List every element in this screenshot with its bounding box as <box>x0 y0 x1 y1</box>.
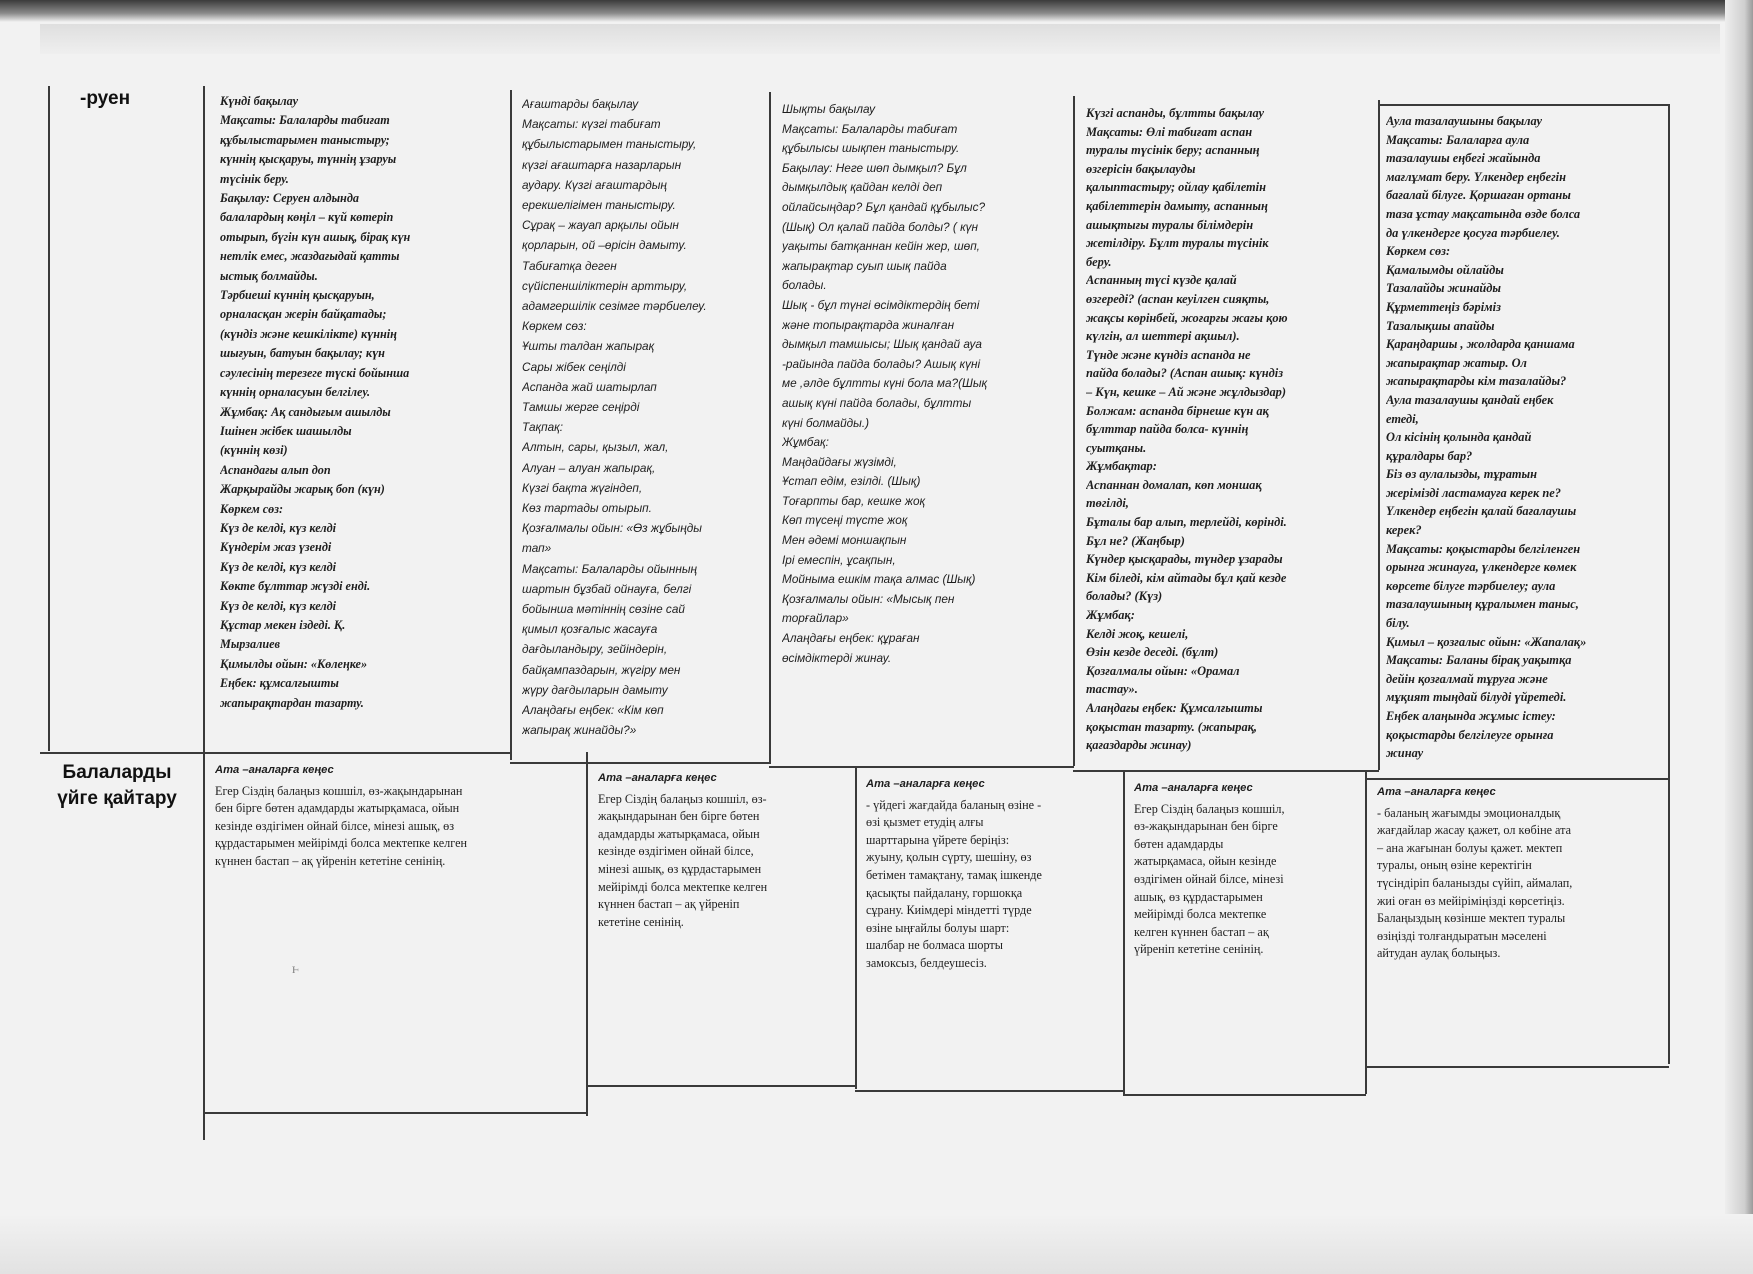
activity-column-3 <box>782 100 1072 766</box>
parents-advice-line: адамдарды жатырқамаса, ойын <box>598 826 760 841</box>
parents-advice-line: бен бірге бөтен адамдарды жатырқамаса, ойын <box>215 801 460 816</box>
activity-line: дейін қозғалмай тұруға және <box>1386 671 1548 686</box>
parents-advice-line: мінезі ашық, өз құрдастарымен <box>598 861 762 876</box>
parents-advice-line: жағдайлар жасау қажет, ол көбіне ата <box>1377 823 1572 838</box>
scan-right-shadow <box>1725 0 1753 1274</box>
activity-line: Тоғарпты бар, кешке жоқ <box>782 493 926 508</box>
activity-line: Аула тазалаушыны бақылау <box>1386 114 1543 128</box>
parents-advice-heading: Ата –аналарға кеңес <box>1377 786 1496 798</box>
activity-line: таза ұстау мақсатында өзде болса <box>1386 206 1581 221</box>
activity-line: тазалаушы еңбегі жайында <box>1386 151 1541 166</box>
parents-advice-line: жуыну, қолын сүрту, шешіну, өз <box>866 850 1032 865</box>
activity-column-5 <box>1386 112 1666 778</box>
activity-line: дағдыландыру, зейіндерін, <box>522 642 668 657</box>
activity-line: керек? <box>1386 523 1422 538</box>
grid-line <box>1378 104 1668 106</box>
activity-line: күзгі ағаштарға назарларын <box>522 157 682 172</box>
activity-line: Өзін кезде деседі. (бұлт) <box>1086 645 1219 660</box>
activity-line: ашықтығы туралы білімдерін <box>1086 217 1254 232</box>
activity-line: нетлік емес, жаздағыдай қатты <box>220 249 400 264</box>
activity-line: сүйіспеншіліктерін арттыру, <box>522 278 688 293</box>
activity-line: қабілеттерін дамыту, аспанның <box>1086 198 1268 213</box>
grid-line <box>40 752 510 754</box>
activity-line: шығуын, батуын бақылау; күн <box>220 346 385 361</box>
activity-line: тазалаушының құралымен таныс, <box>1386 597 1579 612</box>
activity-line: Ірі емеспін, ұсақпын, <box>782 552 896 567</box>
activity-line: Көкте бұлттар жүзді енді. <box>220 579 371 594</box>
parents-advice-heading: Ата –аналарға кеңес <box>598 772 717 784</box>
activity-line: тастау». <box>1086 682 1138 697</box>
parents-advice-3 <box>866 776 1121 1086</box>
activity-line: ме ,әлде бұлтты күні бола ма?(Шық <box>782 376 988 391</box>
activity-line: торғайлар» <box>782 611 849 626</box>
parents-advice-line: мейірімді болса мектепке келген <box>598 879 768 894</box>
activity-line: Мақсаты: Өлі табиғат аспан <box>1086 124 1253 139</box>
parents-advice-line: Егер Сіздің балаңыз кошшіл, <box>1134 801 1285 816</box>
activity-line: және топырақтарда жиналған <box>782 317 955 332</box>
activity-line: Маңдайдағы жүзімді, <box>782 454 897 469</box>
activity-line: Қимыл – қозғалыс ойын: «Жапалақ» <box>1386 634 1587 649</box>
row-label-activity: -руен <box>80 88 131 109</box>
activity-line: болады? (Күз) <box>1086 589 1163 604</box>
parents-advice-line: жақындарынан бен бірге бөтен <box>598 809 760 824</box>
scan-bottom-shade <box>0 1214 1753 1274</box>
activity-line: құбылыстарымен таныстыру; <box>220 132 390 147</box>
parents-advice-line: өзі қызмет етудің алғы <box>866 815 984 830</box>
parents-advice-heading: Ата –аналарға кеңес <box>215 764 334 776</box>
grid-line <box>1073 96 1075 766</box>
activity-line: Жұмбақ: <box>1086 608 1135 623</box>
activity-line: Еңбек: құмсалғышты <box>220 676 339 691</box>
activity-line: күннің қысқаруы, түннің ұзаруы <box>220 152 397 167</box>
activity-line: Алаңдағы еңбек: «Кім көп <box>522 703 664 718</box>
activity-line: адамгершілік сезімге тәрбиелеу. <box>522 299 707 314</box>
parents-advice-line: жатырқамаса, ойын кезінде <box>1134 854 1277 869</box>
activity-line: Тазалайды жинайды <box>1386 281 1502 296</box>
activity-line: Мақсаты: Балаларға аула <box>1386 132 1530 147</box>
activity-line: Жұмбақ: Ақ сандығым ашылды <box>220 404 391 419</box>
activity-line: өзгереді? (аспан кеуілген сияқты, <box>1086 291 1270 306</box>
activity-line: жетілдіру. Бұлт туралы түсінік <box>1086 236 1269 251</box>
parents-advice-line: шалбар не болмаса шорты <box>866 938 1003 953</box>
parents-advice-line: өз-жақындарынан бен бірге <box>1134 819 1278 834</box>
parents-advice-line: ашық, өз құрдастарымен <box>1134 889 1263 904</box>
parents-advice-line: - үйдегі жағдайда баланың өзіне - <box>866 797 1042 812</box>
activity-line: орналасқан жерін байқатады; <box>220 307 387 322</box>
row-label-parents-line2: үйге қайтару <box>57 788 177 809</box>
activity-line: Құстар мекен іздеді. Қ. <box>220 617 346 632</box>
row-label-parents-line1: Балаларды <box>62 762 172 783</box>
parents-advice-line: Егер Сіздің балаңыз кошшіл, өз-жақындарынан <box>215 783 463 798</box>
activity-line: Мақсаты: Балаларды табиғат <box>782 121 958 136</box>
activity-line: Көз тартады отырып. <box>522 501 652 516</box>
activity-line: жүру дағдыларын дамыту <box>522 682 668 697</box>
grid-line <box>1668 104 1670 1064</box>
parents-advice-line: түсіндіріп баланызды сүйіп, аймалап, <box>1377 875 1573 890</box>
activity-line: Үлкендер еңбегін қалай бағалаушы <box>1386 504 1577 519</box>
activity-line: Күзгі бақта жүгіндеп, <box>522 480 643 495</box>
activity-line: Жұмбақ: <box>782 435 829 450</box>
grid-line <box>510 90 512 760</box>
activity-line: ыстық болмайды. <box>220 268 318 283</box>
parents-advice-line: жиі оған өз мейіріміңізді көрсетіңіз. <box>1377 893 1565 908</box>
activity-line: Күндер қысқарады, түндер ұзарады <box>1086 552 1283 567</box>
activity-line: жерімізді ластамауға керек пе? <box>1386 485 1561 500</box>
grid-line <box>1123 1094 1366 1096</box>
activity-line: Алаңдағы еңбек: құраған <box>782 631 920 646</box>
activity-line: Көркем сөз: <box>220 501 284 516</box>
activity-line: бұлттар пайда болса- күннің <box>1086 422 1249 437</box>
activity-line: бойынша мәтіннің сөзіне сай <box>522 602 685 617</box>
parents-advice-line: кезінде өздігімен ойнай білсе, мінезі ашық, өз <box>215 818 455 833</box>
activity-line: Аспаннан домалап, көп моншақ <box>1086 477 1262 492</box>
parents-advice-line: құрдастарымен мейірімді болса мектепке келген <box>215 836 468 851</box>
activity-line: (Шық) Ол қалай пайда болды? ( күн <box>782 219 979 234</box>
activity-line: болады. <box>782 278 827 293</box>
activity-line: аудару. Күзгі ағаштардың <box>522 177 667 192</box>
parents-advice-line: кезінде өздігімен ойнай білсе, <box>598 844 754 859</box>
activity-line: жапырақтарды кім тазалайды? <box>1386 374 1567 389</box>
activity-line: күні болмайды.) <box>782 415 870 430</box>
activity-line: Көп түсеңі түсте жоқ <box>782 513 908 528</box>
activity-line: өзгерісін бақылауды <box>1086 161 1196 176</box>
activity-line: Тәрбиеші күннің қысқаруын, <box>220 288 375 303</box>
activity-line: Күз де келді, күз келді <box>220 598 337 613</box>
activity-line: Қимылды ойын: «Көлеңке» <box>220 656 368 671</box>
activity-line: Аспанда жай шатырлап <box>522 379 657 394</box>
activity-line: Көркем сөз: <box>1386 244 1451 259</box>
row-label-parents <box>52 760 182 812</box>
activity-line: Қамалымды ойлайды <box>1386 262 1504 277</box>
parents-advice-5 <box>1377 784 1665 1064</box>
activity-line: Келді жоқ, кешелі, <box>1086 626 1189 641</box>
activity-line: Жұмбақтар: <box>1086 459 1157 474</box>
parents-advice-line: айтудан аулақ болыңыз. <box>1377 946 1501 961</box>
parents-advice-line: өздігімен ойнай білсе, мінезі <box>1134 871 1284 886</box>
activity-line: жапырақтардан тазарту. <box>220 695 364 710</box>
parents-advice-line: мейірімді болса мектепке <box>1134 907 1267 922</box>
activity-line: – Күн, кешке – Ай және жұлдыздар) <box>1086 384 1286 399</box>
parents-advice-line: шарттарына үйрете беріңіз: <box>866 832 1010 847</box>
parents-advice-line: күннен бастап – ақ үйреніп <box>598 897 740 912</box>
activity-line: көрсете білуге тәрбиелеу; аула <box>1386 578 1556 593</box>
activity-line: Бұл не? (Жаңбыр) <box>1086 533 1185 548</box>
parents-advice-line: өзіңізді толғандыратын мәселені <box>1377 928 1547 943</box>
activity-line: жинау <box>1386 746 1424 761</box>
activity-line: Тазалықшы апайды <box>1386 318 1495 333</box>
activity-line: ойлайсыңдар? Бұл қандай құбылыс? <box>782 199 986 214</box>
activity-line: пайда болады? (Аспан ашық: күндіз <box>1086 366 1284 381</box>
activity-line: балалардың көңіл – күй көтеріп <box>220 210 394 225</box>
grid-line <box>769 92 771 764</box>
scan-top-shadow <box>0 0 1753 22</box>
activity-line: Қараңдаршы , жолдарда қаншама <box>1386 337 1575 352</box>
activity-line: Шық - бұл түнгі өсімдіктердің беті <box>782 297 980 312</box>
activity-line: Мойныма ешкім тақа алмас (Шық) <box>782 572 976 587</box>
activity-line: Ұшты талдан жапырақ <box>522 339 655 354</box>
activity-column-4 <box>1086 104 1376 770</box>
activity-line: Мақсаты: Баланы бірақ уақытқа <box>1386 653 1572 668</box>
activity-line: Ағаштарды бақылау <box>522 97 639 111</box>
parents-advice-line: - баланың жағымды эмоционалдық <box>1377 805 1561 820</box>
activity-line: Бақылау: Серуен алдында <box>220 191 359 206</box>
parents-advice-line: Егер Сіздің балаңыз кошшіл, өз- <box>598 791 767 806</box>
activity-line: жақсы көрінбей, жоғарғы жағы қою <box>1086 310 1288 325</box>
activity-line: Қозғалмалы ойын: «Өз жұбыңды <box>522 521 702 536</box>
activity-column-1 <box>220 92 508 752</box>
parents-advice-1 <box>215 762 583 1102</box>
parents-advice-heading: Ата –аналарға кеңес <box>1134 782 1253 794</box>
activity-line: жапырақтар жатыр. Ол <box>1386 355 1527 370</box>
activity-line: қоқыстарды белгілеуге орынға <box>1386 727 1554 742</box>
parents-advice-line: күннен бастап – ақ үйренін кететіне сенінің. <box>215 853 446 868</box>
activity-line: жапырақ жинайды?» <box>522 723 637 738</box>
activity-line: Болжам: аспанда бірнеше күн ақ <box>1086 403 1269 418</box>
activity-line: дымқыл тамшысы; Шық қандай ауа <box>782 337 982 352</box>
activity-line: қоқыстан тазарту. (жапырақ, <box>1086 719 1258 734</box>
activity-line: Алуан – алуан жапырақ, <box>522 460 656 475</box>
parents-advice-line: – ана жағынан болуы қажет. мектеп <box>1377 840 1563 855</box>
activity-line: Көркем сөз: <box>522 319 587 334</box>
activity-line: күлгін, ал шеттері ақшыл). <box>1086 329 1240 344</box>
activity-line: Мақсаты: Балаларды табиғат <box>220 113 390 128</box>
parents-advice-line: Балаңыздың көзінше мектеп туралы <box>1377 911 1566 926</box>
parents-advice-line: сұрану. Киімдері міндетті түрде <box>866 903 1032 918</box>
activity-line: Күз де келді, күз келді <box>220 520 337 535</box>
activity-line: Күндерім жаз үзенді <box>220 540 332 555</box>
activity-line: отырып, бүгін күн ашық, бірақ күн <box>220 229 411 244</box>
activity-line: қағаздарды жинау) <box>1086 738 1192 753</box>
parents-advice-line: үйреніп кететіне сенінің. <box>1134 942 1264 957</box>
grid-line <box>586 1085 856 1087</box>
activity-line: Сары жібек сеңілді <box>522 359 626 374</box>
activity-line: шартын бұзбай ойнауға, белгі <box>522 581 692 596</box>
activity-line: ерекшелігімен таныстыру. <box>522 198 676 213</box>
activity-line: Сұрақ – жауап арқылы ойын <box>522 218 679 233</box>
activity-line: Алтын, сары, қызыл, жал, <box>522 440 669 455</box>
activity-line: құбылыстарымен таныстыру, <box>522 137 697 152</box>
activity-line: Мақсаты: қоқыстарды белгіленген <box>1386 541 1581 556</box>
activity-line: тап» <box>522 541 552 556</box>
activity-line: Мен әдемі моншақпын <box>782 533 907 548</box>
activity-line: Тамшы жерге сеңірді <box>522 400 640 415</box>
parents-advice-line: бөтен адамдарды <box>1134 836 1224 851</box>
parents-advice-line: бетімен тамақтану, тамақ ішкенде <box>866 867 1042 882</box>
activity-line: -райында пайда болады? Ашық күні <box>782 356 981 371</box>
activity-line: Бұталы бар алып, терлейді, көрінді. <box>1086 515 1287 530</box>
activity-line: құралдары бар? <box>1386 448 1473 463</box>
activity-line: бағалай білуге. Қоршаған ортаны <box>1386 188 1571 203</box>
grid-line <box>1073 770 1379 772</box>
parents-advice-line: өзіне ыңғайлы болуы шарт: <box>866 920 1010 935</box>
activity-line: Тақпақ: <box>522 420 563 435</box>
grid-line <box>1365 1066 1669 1068</box>
activity-line: да үлкендерге қосуға тәрбиелеу. <box>1386 225 1560 240</box>
activity-line: Ұстап едім, езілді. (Шық) <box>782 474 921 489</box>
activity-line: Қозғалмалы ойын: «Мысық пен <box>782 591 955 606</box>
parents-advice-line: кететіне сенінің. <box>598 914 684 929</box>
grid-line <box>1123 770 1125 1094</box>
grid-line <box>855 766 857 1089</box>
scan-band <box>40 24 1720 54</box>
activity-line: Алаңдағы еңбек: Құмсалғышты <box>1086 701 1263 715</box>
activity-line: беру. <box>1086 254 1112 269</box>
activity-line: мағлұмат беру. Үлкендер еңбегін <box>1386 169 1566 184</box>
activity-line: жапырақтар суып шық пайда <box>782 258 947 273</box>
activity-line: Мырзалиев <box>220 637 280 652</box>
parents-advice-4 <box>1134 780 1364 1090</box>
activity-line: Түнде және күндіз аспанда не <box>1086 347 1251 362</box>
activity-line: түсінік беру. <box>220 171 289 186</box>
activity-line: Қозғалмалы ойын: «Орамал <box>1086 663 1240 678</box>
activity-line: байқампаздарын, жүгіру мен <box>522 662 681 677</box>
parents-advice-heading: Ата –аналарға кеңес <box>866 778 985 790</box>
grid-line <box>1365 778 1669 780</box>
parents-advice-line: замоксыз, белдеушесіз. <box>866 955 987 970</box>
activity-line: Аула тазалаушы қандай еңбек <box>1386 392 1554 407</box>
activity-line: Еңбек алаңында жұмыс істеу: <box>1386 709 1556 723</box>
parents-advice-2 <box>598 770 853 1080</box>
activity-line: күннің орналасуын белгілеу. <box>220 385 371 400</box>
stray-mark: ⱶ <box>292 962 300 977</box>
grid-line <box>1365 770 1367 1094</box>
activity-line: Мақсаты: Балаларды ойынның <box>522 561 698 576</box>
activity-line: Күнді бақылау <box>220 94 299 108</box>
parents-advice-line: туралы, оның өзіне керектігін <box>1377 858 1532 873</box>
activity-line: Мақсаты: күзгі табиғат <box>522 117 661 132</box>
grid-line <box>1378 100 1380 770</box>
activity-line: қалыптастыру; ойлау қабілетін <box>1086 180 1267 195</box>
activity-line: қорларын, ой –өрісін дамыту. <box>522 238 687 253</box>
activity-column-2 <box>522 94 767 760</box>
activity-line: орынға жинауға, үлкендерге көмек <box>1386 560 1577 575</box>
grid-line <box>586 752 588 1116</box>
activity-line: Ішінен жібек шашылды <box>220 423 352 438</box>
grid-line <box>48 86 50 751</box>
activity-line: етеді, <box>1386 411 1419 426</box>
grid-line <box>203 1112 587 1114</box>
activity-line: Біз өз аулалызды, тұратын <box>1386 467 1538 482</box>
activity-line: Бақылау: Неге шөп дымқыл? Бұл <box>782 160 967 175</box>
parents-advice-line: келген күннен бастап – ақ <box>1134 924 1269 939</box>
activity-line: Кім біледі, кім айтады бұл қай кезде <box>1086 570 1287 585</box>
grid-line <box>769 766 1074 768</box>
activity-line: сәулесінің терезеге түскі бойынша <box>220 365 410 380</box>
grid-line <box>855 1090 1124 1092</box>
activity-line: суытқаны. <box>1086 440 1147 455</box>
activity-line: Күз де келді, күз келді <box>220 559 337 574</box>
activity-line: Аспандағы алып доп <box>220 462 331 477</box>
activity-line: өсімдіктерді жинау. <box>782 650 892 665</box>
activity-line: Ол кісінің қолында қандай <box>1386 430 1532 445</box>
activity-line: мұқият тыңдай білуді үйретеді. <box>1386 690 1567 705</box>
parents-advice-line: қасықты пайдалану, горшокқа <box>866 885 1023 900</box>
activity-line: төгілді, <box>1086 496 1129 511</box>
activity-line: Құрметтеңіз бәріміз <box>1386 299 1501 314</box>
activity-line: (күндіз және кешкілікте) күннің <box>220 326 397 341</box>
activity-line: уақыты батқаннан кейін жер, шөп, <box>782 239 980 254</box>
activity-line: құбылысы шықпен таныстыру. <box>782 141 960 156</box>
activity-line: ашық күні пайда болады, бұлтты <box>782 395 972 410</box>
grid-line <box>203 86 205 1140</box>
activity-line: Табиғатқа деген <box>522 258 617 273</box>
activity-line: Жарқырайды жарық боп (күн) <box>220 482 385 497</box>
activity-line: туралы түсінік беру; аспанның <box>1086 143 1260 158</box>
activity-line: Аспанның түсі күзде қалай <box>1086 273 1237 288</box>
activity-line: Шықты бақылау <box>782 102 876 116</box>
activity-line: (күннің көзі) <box>220 443 288 458</box>
activity-line: білу. <box>1386 616 1410 631</box>
activity-line: дымқылдық қайдан келді деп <box>782 180 943 195</box>
activity-line: Күзгі аспанды, бұлтты бақылау <box>1086 106 1265 120</box>
activity-line: қимыл қозғалыс жасауға <box>522 622 658 637</box>
